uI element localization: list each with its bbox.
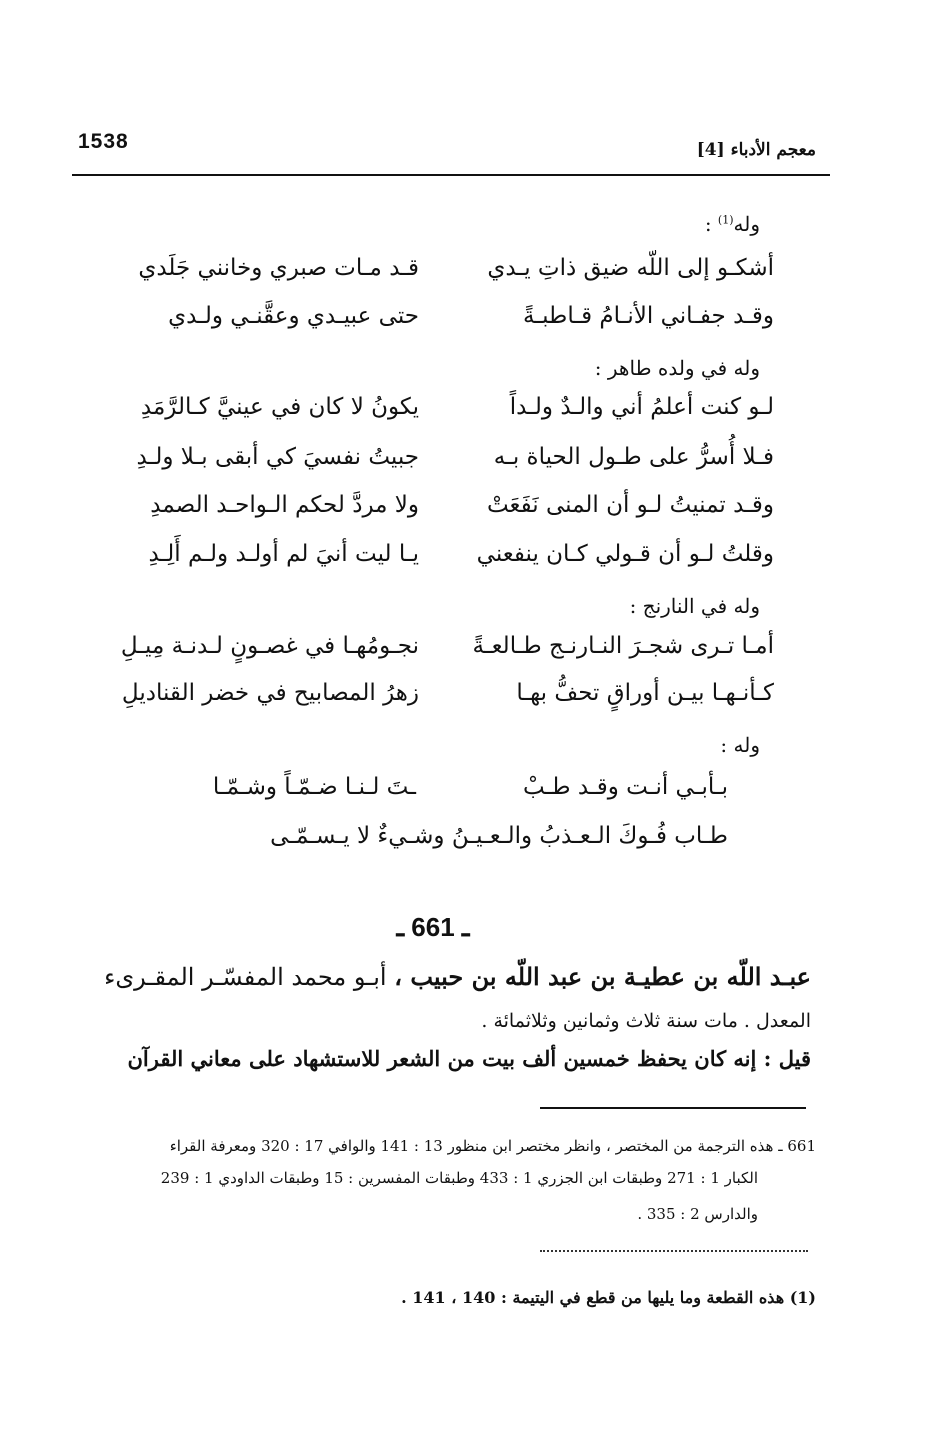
poem-intro [705,212,760,236]
entry-number: ـ 661 ـ [396,912,470,942]
poem-intro-colon: : [704,212,718,236]
running-head: معجم الأدباء [4] [696,140,816,160]
verse-ajuz: قـد مـات صبري وخانني جَلَدي [138,255,419,281]
footnote-note-1: (1) هذه القطعة وما يليها من قطع في اليتيمة : 140 ، 141 . [401,1288,816,1307]
poem-intro: وله في ولده طاهر : [594,356,760,380]
verse-ajuz: يـا ليت أنيَ لم أولـد ولـم أَلِـدِ [148,541,419,567]
verse-sadr: وقـد تمنيتُ لـو أن المنى نَفَعَتْ [486,492,774,518]
poem-intro-text: وله [733,212,760,236]
footnote-ref: (1) [717,213,734,227]
verse-ajuz: حتى عبيـدي وعقَّنـي ولـدي [168,303,419,329]
verse-ajuz: جبيتُ نفسيَ كي أبقى بـلا ولـدِ [136,444,419,470]
poem-intro: وله : [720,733,760,757]
verse-sadr: أمـا تـرى شجـرَ النـارنـج طـالعـةً [472,633,774,659]
verse-sadr: أشكـو إلى اللّه ضيق ذاتِ يـدي [487,255,774,281]
verse-ajuz: يكونُ لا كان في عينيَّ كـالرَّمَدِ [140,394,419,420]
verse-full-line: طـاب فُـوكَ الـعـذبُ والـعـيـنُ وشـيءٌ لا يـسـمّـى [270,823,728,849]
verse-sadr: بـأبـي أنـت وقـد طـبْ [522,774,728,800]
verse-ajuz: ولا مردَّ لحكم الـواحـد الصمدِ [150,492,419,518]
verse-sadr: كـأنـهـا بيـن أوراقٍ تحفُّ بهـا [516,680,774,706]
verse-sadr: وقلتُ لـو أن قـولي كـان ينفعني [476,541,774,567]
entry-text-line: قيل : إنه كان يحفظ خمسين ألف بيت من الشعر للاستشهاد على معاني القرآن [127,1046,811,1071]
footnote-line: 661 ـ هذه الترجمة من المختصر ، وانظر مختصر ابن منظور 13 : 141 والوافي 17 : 320 ومعرفة القراء [169,1137,816,1155]
entry-text-line: المعدل . مات سنة ثلاث وثمانين وثلاثمائة . [481,1010,811,1032]
footnote-dotted-separator [540,1250,808,1252]
poem-intro: وله في النارنج : [629,594,760,618]
verse-sadr: لـو كنت أعلمُ أني والـدٌ ولـداً [509,394,774,420]
verse-ajuz: زهرُ المصابيح في خضر القناديلِ [121,680,419,706]
verse-ajuz: نجـومُهـا في غصـونٍ لـدنـة مِيـلِ [120,633,419,659]
entry-name: عبـد اللّه بن عطيـة بن عبد اللّه بن حبيب ، [394,962,811,991]
verse-sadr: وقـد جفـاني الأنـامُ قـاطبـةً [523,303,774,329]
footnote-rule [540,1107,806,1109]
entry-heading-line [104,962,811,991]
entry-name-rest: أبـو محمد المفسّـر المقـرىء [104,963,395,991]
verse-ajuz: ـتَ لـنـا ضـمّـاً وشـمّـا [212,774,416,800]
footnote-line: والدارس 2 : 335 . [637,1205,758,1223]
footnote-line: الكبار 1 : 271 وطبقات ابن الجزري 1 : 433 وطبقات المفسرين : 15 وطبقات الداودي 1 : 239 [160,1169,758,1187]
page-number: 1538 [78,130,129,153]
header-rule [72,174,830,176]
verse-sadr: فـلا أُسرُّ على طـول الحياة بـه [493,444,774,470]
